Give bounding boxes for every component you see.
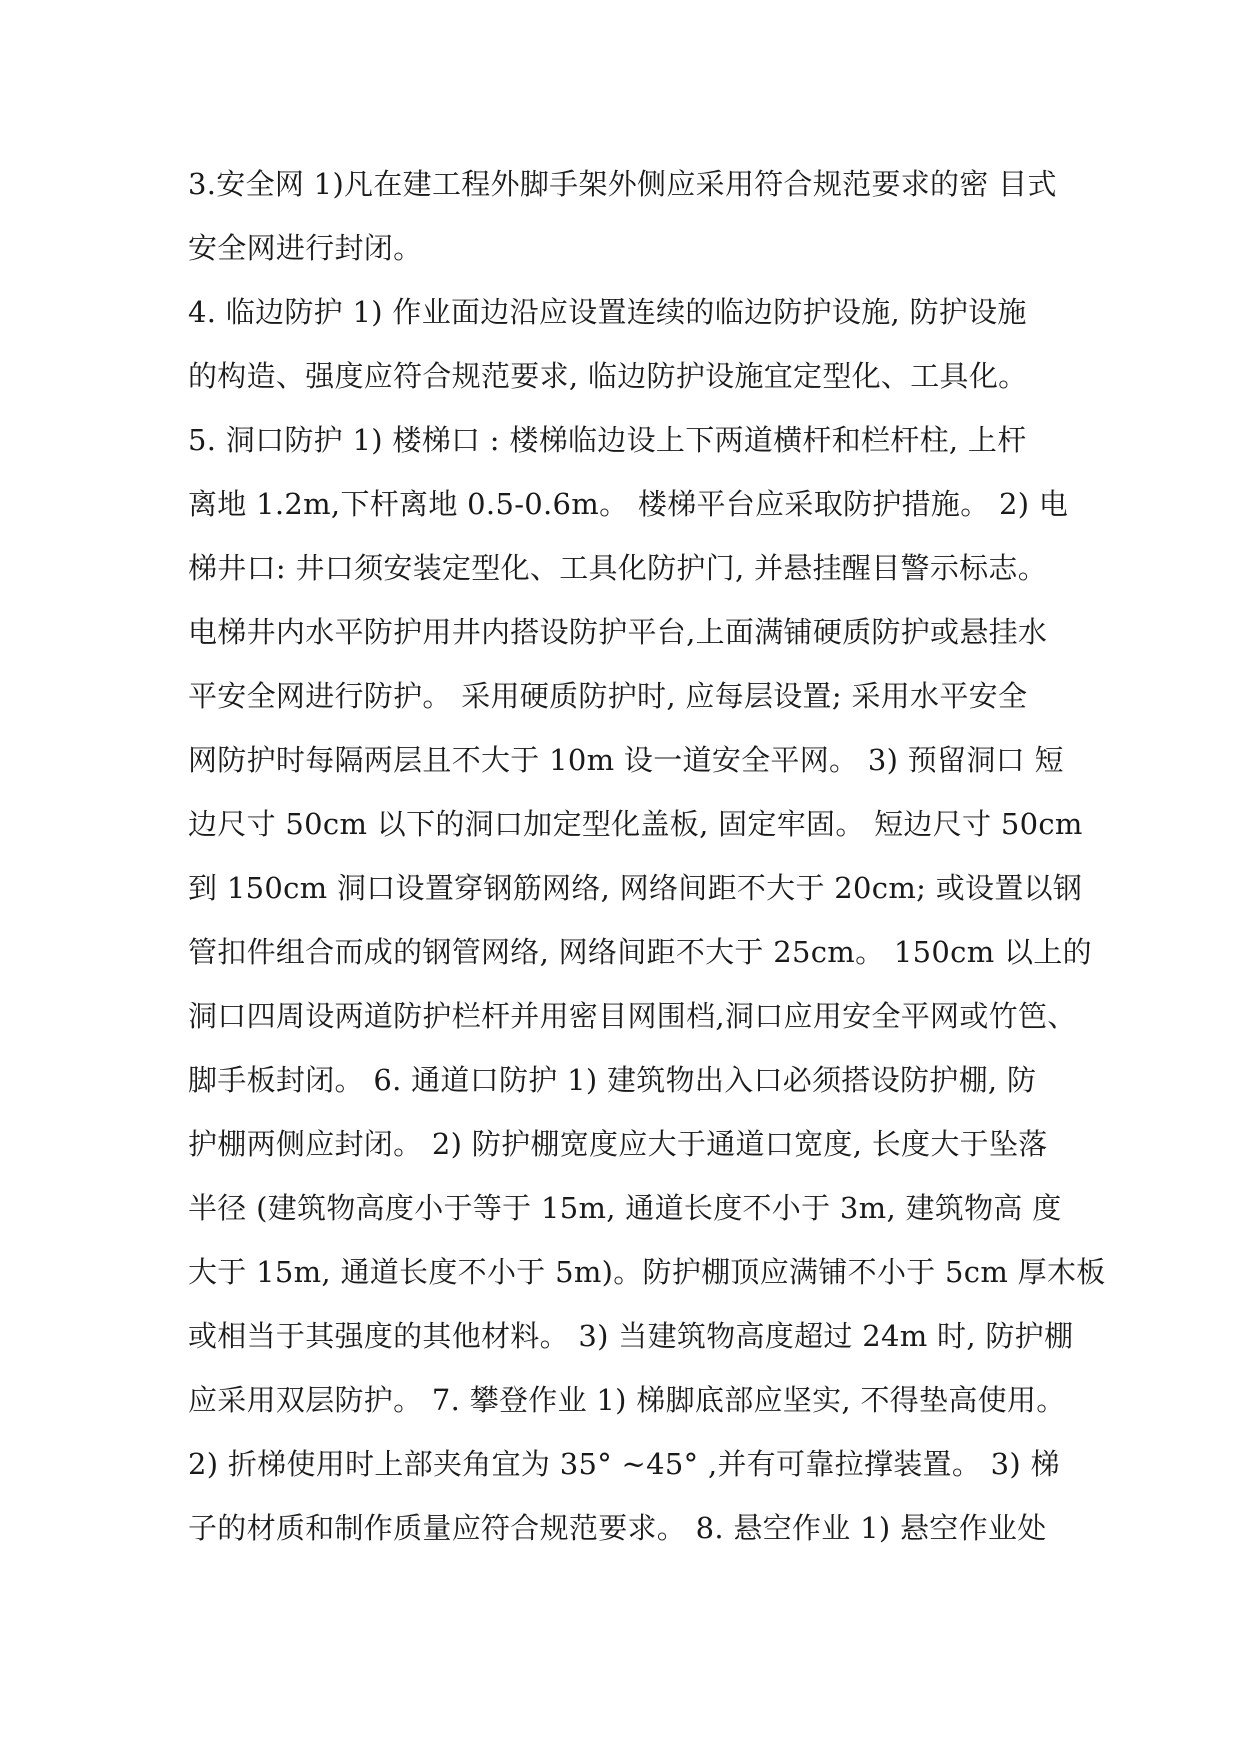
text-line: 梯井口: 井口须安装定型化、工具化防护门, 并悬挂醒目警示标志。 bbox=[188, 551, 1048, 585]
text-line: 4. 临边防护 1) 作业面边沿应设置连续的临边防护设施, 防护设施 bbox=[188, 295, 1027, 329]
text-line: 5. 洞口防护 1) 楼梯口 : 楼梯临边设上下两道横杆和栏杆柱, 上杆 bbox=[188, 423, 1027, 457]
text-line: 网防护时每隔两层且不大于 10m 设一道安全平网。 3) 预留洞口 短 bbox=[188, 743, 1064, 777]
text-line: 护棚两侧应封闭。 2) 防护棚宽度应大于通道口宽度, 长度大于坠落 bbox=[188, 1127, 1048, 1161]
text-line: 管扣件组合而成的钢管网络, 网络间距不大于 25cm。 150cm 以上的 bbox=[188, 935, 1092, 969]
text-line: 3.安全网 1)凡在建工程外脚手架外侧应采用符合规范要求的密 目式 bbox=[188, 167, 1057, 201]
text-line: 半径 (建筑物高度小于等于 15m, 通道长度不小于 3m, 建筑物高 度 bbox=[188, 1191, 1062, 1225]
text-line: 或相当于其强度的其他材料。 3) 当建筑物高度超过 24m 时, 防护棚 bbox=[188, 1319, 1074, 1353]
text-line: 到 150cm 洞口设置穿钢筋网络, 网络间距不大于 20cm; 或设置以钢 bbox=[188, 871, 1083, 905]
text-line: 的构造、强度应符合规范要求, 临边防护设施宜定型化、工具化。 bbox=[188, 359, 1028, 393]
text-line: 应采用双层防护。 7. 攀登作业 1) 梯脚底部应坚实, 不得垫高使用。 bbox=[188, 1383, 1066, 1417]
text-line: 电梯井内水平防护用井内搭设防护平台,上面满铺硬质防护或悬挂水 bbox=[188, 615, 1048, 649]
text-line: 大于 15m, 通道长度不小于 5m)。防护棚顶应满铺不小于 5cm 厚木板 bbox=[188, 1255, 1106, 1289]
text-line: 洞口四周设两道防护栏杆并用密目网围档,洞口应用安全平网或竹笆、 bbox=[188, 999, 1077, 1033]
text-line: 安全网进行封闭。 bbox=[188, 231, 423, 265]
text-line: 离地 1.2m,下杆离地 0.5-0.6m。 楼梯平台应采取防护措施。 2) 电 bbox=[188, 487, 1069, 521]
text-line: 边尺寸 50cm 以下的洞口加定型化盖板, 固定牢固。 短边尺寸 50cm bbox=[188, 807, 1083, 841]
text-line: 脚手板封闭。 6. 通道口防护 1) 建筑物出入口必须搭设防护棚, 防 bbox=[188, 1063, 1037, 1097]
text-line: 子的材质和制作质量应符合规范要求。 8. 悬空作业 1) 悬空作业处 bbox=[188, 1511, 1047, 1545]
text-line: 平安全网进行防护。 采用硬质防护时, 应每层设置; 采用水平安全 bbox=[188, 679, 1028, 713]
text-line: 2) 折梯使用时上部夹角宜为 35° ~45° ,并有可靠拉撑装置。 3) 梯 bbox=[188, 1447, 1060, 1481]
